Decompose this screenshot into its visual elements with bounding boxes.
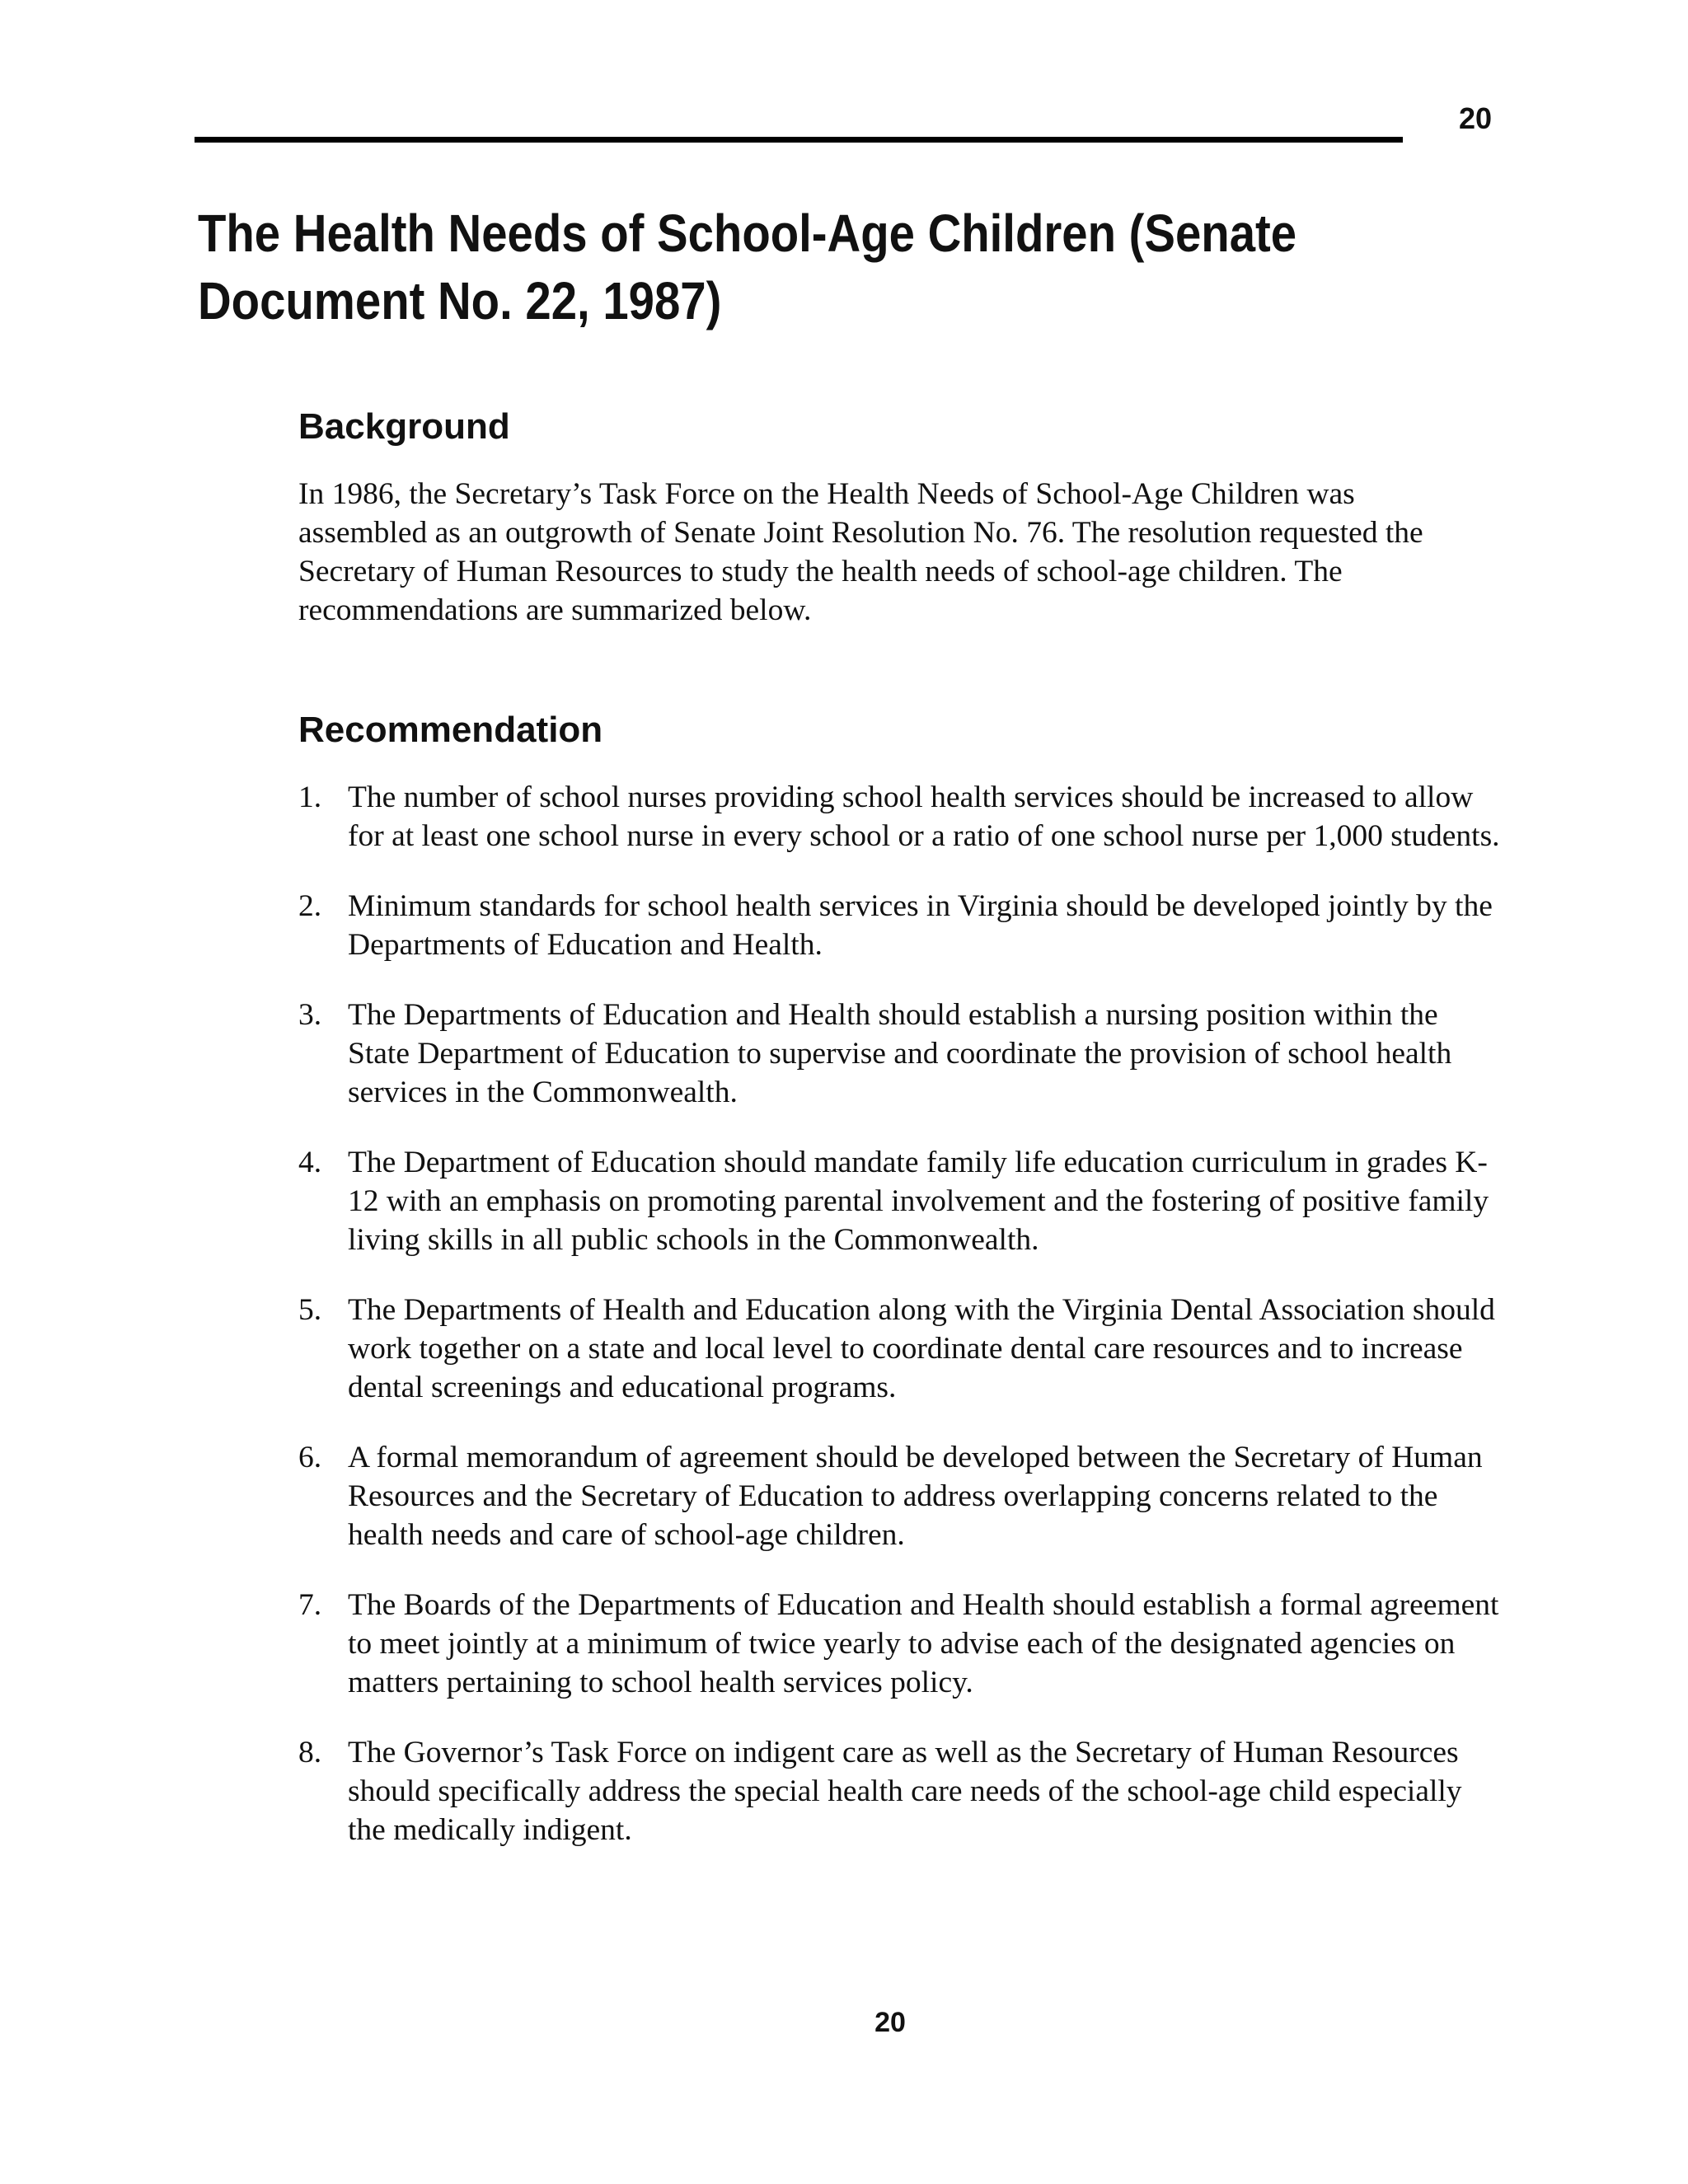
recommendation-number: 7. [298,1588,322,1622]
recommendation-number: 8. [298,1736,322,1769]
recommendation-text: The Governor’s Task Force on indigent care as well as the Secretary of Human Resources should specifically address the special health care needs of the school-age child especially the medically indigent. [348,1736,1462,1847]
recommendation-item [298,1733,1502,1849]
recommendation-heading: Recommendation [298,710,603,750]
page-number-bottom: 20 [874,2007,906,2038]
recommendation-item [298,778,1502,855]
recommendation-item [298,1291,1502,1407]
recommendation-text: Minimum standards for school health services in Virginia should be developed jointly by the Departments of Education and Health. [348,889,1493,962]
recommendation-item [298,1586,1502,1702]
recommendation-text: A formal memorandum of agreement should be developed between the Secretary of Human Resources and the Secretary of Education to address overlapping concerns related to the health needs and care of school-age children. [348,1441,1483,1552]
recommendation-item [298,996,1502,1112]
recommendation-text: The Boards of the Departments of Education and Health should establish a formal agreement to meet jointly at a minimum of twice yearly to advise each of the designated agencies on matters pertaining to school health services policy. [348,1588,1499,1699]
recommendation-text: The Departments of Health and Education along with the Virginia Dental Association should work together on a state and local level to coordinate dental care resources and to increase dental screenings and educational programs. [348,1293,1495,1404]
recommendation-number: 3. [298,998,322,1032]
recommendation-text: The Departments of Education and Health should establish a nursing position within the State Department of Education to supervise and coordinate the provision of school health services in the Commonwealth. [348,998,1452,1109]
background-paragraph: In 1986, the Secretary’s Task Force on the Health Needs of School-Age Children was assembled as an outgrowth of Senate Joint Resolution No. 76. The resolution requested the Secretary of Human Resources to study the health needs of school-age children. The recommendations are summarized below. [298,477,1423,627]
document-title [198,199,1329,335]
recommendation-list [298,778,1502,1849]
recommendation-text: The Department of Education should mandate family life education curriculum in grades K-12 with an emphasis on promoting parental involvement and the fostering of positive family living skills in all public schools in the Commonwealth. [348,1146,1489,1257]
recommendation-section [298,705,1502,1849]
recommendation-text: The number of school nurses providing school health services should be increased to allow for at least one school nurse in every school or a ratio of one school nurse per 1,000 students. [348,780,1500,853]
recommendation-number: 4. [298,1146,322,1179]
document-title-line-2: Document No. 22, 1987) [198,271,722,330]
background-heading: Background [298,406,510,447]
header-rule [195,137,1403,143]
document-body [298,402,1502,1881]
document-title-line-1: The Health Needs of School-Age Children (Senate [198,204,1297,263]
recommendation-item [298,1438,1502,1554]
background-section [298,402,1502,630]
recommendation-item [298,887,1502,964]
recommendation-number: 5. [298,1293,322,1327]
recommendation-item [298,1143,1502,1259]
page-number-top: 20 [1458,101,1492,135]
recommendation-number: 2. [298,889,322,923]
recommendation-number: 1. [298,780,322,814]
recommendation-number: 6. [298,1441,322,1474]
